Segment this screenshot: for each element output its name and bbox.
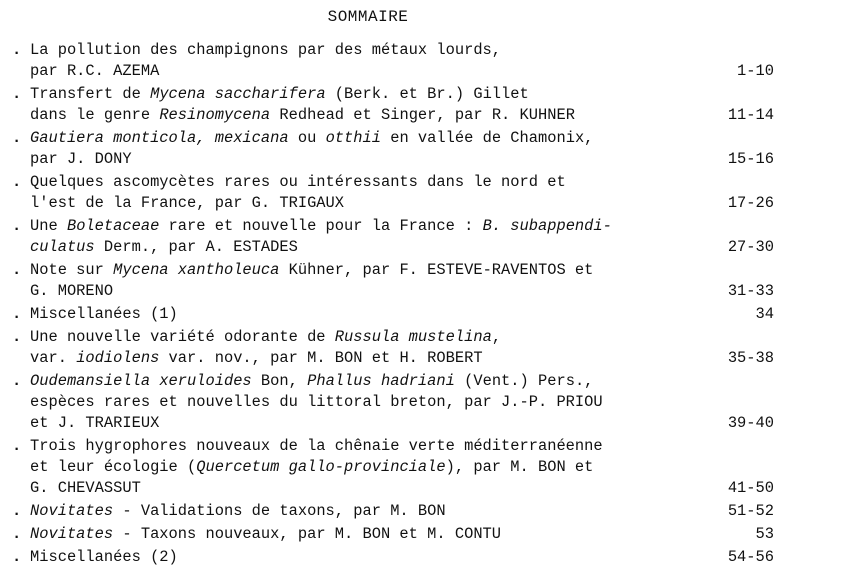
text-segment: l'est de la France, par G. TRIGAUX [30, 194, 345, 212]
bullet-icon: . [12, 525, 22, 543]
toc-entry-line [10, 348, 838, 369]
toc-entry [10, 371, 838, 434]
toc-entry-text [30, 371, 593, 392]
page-range: 35-38 [727, 349, 774, 367]
toc-entry-line [10, 260, 838, 281]
page-range: 54-56 [727, 548, 774, 566]
toc-entry-text [30, 61, 159, 82]
taxon-name: Oudemansiella xeruloides [30, 372, 252, 390]
toc-entry-line [10, 193, 838, 214]
toc-entry [10, 40, 838, 82]
toc-entry-line [10, 457, 838, 478]
page-title [0, 8, 848, 26]
text-segment: - Validations de taxons, par M. BON [113, 502, 446, 520]
bullet-icon: . [12, 41, 22, 59]
taxon-name: Quercetum gallo-provinciale [196, 458, 446, 476]
bullet-icon: . [12, 437, 22, 455]
text-segment: Une [30, 217, 67, 235]
toc-entry-line [10, 40, 838, 61]
toc-entry [10, 547, 838, 568]
toc-entry-line [10, 413, 838, 434]
toc-entry-text [30, 501, 446, 522]
toc-entry-text [30, 392, 603, 413]
toc-entry-text [30, 304, 178, 325]
text-segment: var. nov., par M. BON et H. ROBERT [159, 349, 483, 367]
toc-entry-line [10, 304, 838, 325]
toc-entry [10, 260, 838, 302]
bullet-icon: . [12, 173, 22, 191]
text-segment: G. MORENO [30, 282, 114, 300]
toc-entry-line [10, 436, 838, 457]
text-segment: Trois hygrophores nouveaux de la chênaie verte méditerranéenne [30, 437, 603, 455]
toc-entry-text [30, 40, 501, 61]
toc-entry-text [30, 172, 566, 193]
bullet-icon: . [12, 217, 22, 235]
taxon-name: Novitates [30, 502, 114, 520]
toc-entry-text [30, 457, 593, 478]
text-segment: - Taxons nouveaux, par M. BON et M. CONTU [113, 525, 502, 543]
text-segment: Note sur [30, 261, 114, 279]
text-segment: Kühner, par F. ESTEVE-RAVENTOS et [279, 261, 594, 279]
page-range: 41-50 [727, 479, 774, 497]
toc-entry [10, 84, 838, 126]
text-segment: Derm., par A. ESTADES [94, 238, 298, 256]
bullet-icon: . [12, 328, 22, 346]
text-segment: dans le genre [30, 106, 160, 124]
text-segment: ), par M. BON et [445, 458, 594, 476]
taxon-name: Boletaceae [66, 217, 160, 235]
toc-entry-text [30, 524, 501, 545]
text-segment: G. CHEVASSUT [30, 479, 141, 497]
toc-entry-line [10, 149, 838, 170]
taxon-name: B. subappendi- [482, 217, 612, 235]
toc-entry-line [10, 281, 838, 302]
taxon-name: Novitates [30, 525, 114, 543]
text-segment: ou [288, 129, 326, 147]
toc-entry-text [30, 547, 178, 568]
toc-entry-text [30, 348, 483, 369]
bullet-icon: . [12, 85, 22, 103]
text-segment: La pollution des champignons par des métaux lourds, [30, 41, 502, 59]
toc-entry-line [10, 128, 838, 149]
taxon-name: culatus [30, 238, 95, 256]
toc-entry-line [10, 172, 838, 193]
text-segment: par R.C. AZEMA [30, 62, 160, 80]
taxon-name: Mycena xantholeuca [113, 261, 280, 279]
toc-entry-line [10, 524, 838, 545]
text-segment: et J. TRARIEUX [30, 414, 160, 432]
page-range: 1-10 [737, 62, 774, 80]
taxon-name: iodiolens [76, 349, 160, 367]
toc-entry-line [10, 327, 838, 348]
text-segment: espèces rares et nouvelles du littoral breton, par J.-P. PRIOU [30, 393, 603, 411]
page-range: 39-40 [727, 414, 774, 432]
toc-entry-text [30, 84, 529, 105]
toc-entry [10, 304, 838, 325]
text-segment: rare et nouvelle pour la France : [159, 217, 483, 235]
taxon-name: otthii [325, 129, 381, 147]
text-segment: Miscellanées (1) [30, 305, 178, 323]
toc-entry-line [10, 105, 838, 126]
text-segment: (Vent.) Pers., [454, 372, 594, 390]
taxon-name: Phallus hadriani [307, 372, 455, 390]
toc-entry-text [30, 260, 593, 281]
text-segment: Redhead et Singer, par R. KUHNER [270, 106, 575, 124]
toc-entry-text [30, 193, 344, 214]
bullet-icon: . [12, 129, 22, 147]
page-range: 15-16 [727, 150, 774, 168]
toc-entry-text [30, 128, 593, 149]
toc-entry-text [30, 478, 141, 499]
toc-entry [10, 327, 838, 369]
page-range: 11-14 [727, 106, 774, 124]
toc-entry-text [30, 105, 575, 126]
text-segment: par J. DONY [30, 150, 132, 168]
toc-entry [10, 436, 838, 499]
text-segment: var. [30, 349, 77, 367]
taxon-name: Gautiera monticola, mexicana [30, 129, 289, 147]
table-of-contents [10, 40, 838, 570]
text-segment: , [491, 328, 502, 346]
page-title-text: SOMMAIRE [327, 8, 409, 26]
text-segment: Transfert de [30, 85, 151, 103]
text-segment: (Berk. et Br.) Gillet [325, 85, 529, 103]
bullet-icon: . [12, 548, 22, 566]
page-range: 17-26 [727, 194, 774, 212]
toc-entry-line [10, 216, 838, 237]
text-segment: Miscellanées (2) [30, 548, 178, 566]
bullet-icon: . [12, 502, 22, 520]
toc-entry [10, 501, 838, 522]
toc-entry-line [10, 371, 838, 392]
text-segment: Une nouvelle variété odorante de [30, 328, 335, 346]
toc-entry-line [10, 478, 838, 499]
toc-entry-line [10, 501, 838, 522]
bullet-icon: . [12, 261, 22, 279]
toc-entry-text [30, 436, 603, 457]
toc-entry-line [10, 392, 838, 413]
bullet-icon: . [12, 305, 22, 323]
page-range: 34 [755, 305, 774, 323]
toc-entry-line [10, 237, 838, 258]
page-range: 53 [755, 525, 774, 543]
page-range: 27-30 [727, 238, 774, 256]
page-range: 31-33 [727, 282, 774, 300]
toc-entry-text [30, 327, 501, 348]
toc-entry-line [10, 84, 838, 105]
taxon-name: Russula mustelina [334, 328, 492, 346]
toc-entry-line [10, 61, 838, 82]
page-range: 51-52 [727, 502, 774, 520]
toc-entry-text [30, 216, 612, 237]
text-segment: en vallée de Chamonix, [380, 129, 594, 147]
text-segment: Quelques ascomycètes rares ou intéressants dans le nord et [30, 173, 566, 191]
toc-entry [10, 128, 838, 170]
toc-entry-text [30, 281, 113, 302]
text-segment: Bon, [251, 372, 308, 390]
taxon-name: Mycena saccharifera [150, 85, 326, 103]
bullet-icon: . [12, 372, 22, 390]
toc-entry-text [30, 413, 159, 434]
toc-entry-text [30, 149, 132, 170]
toc-entry [10, 172, 838, 214]
toc-entry-text [30, 237, 298, 258]
text-segment: et leur écologie ( [30, 458, 197, 476]
toc-entry [10, 524, 838, 545]
taxon-name: Resinomycena [159, 106, 271, 124]
toc-entry [10, 216, 838, 258]
toc-entry-line [10, 547, 838, 568]
